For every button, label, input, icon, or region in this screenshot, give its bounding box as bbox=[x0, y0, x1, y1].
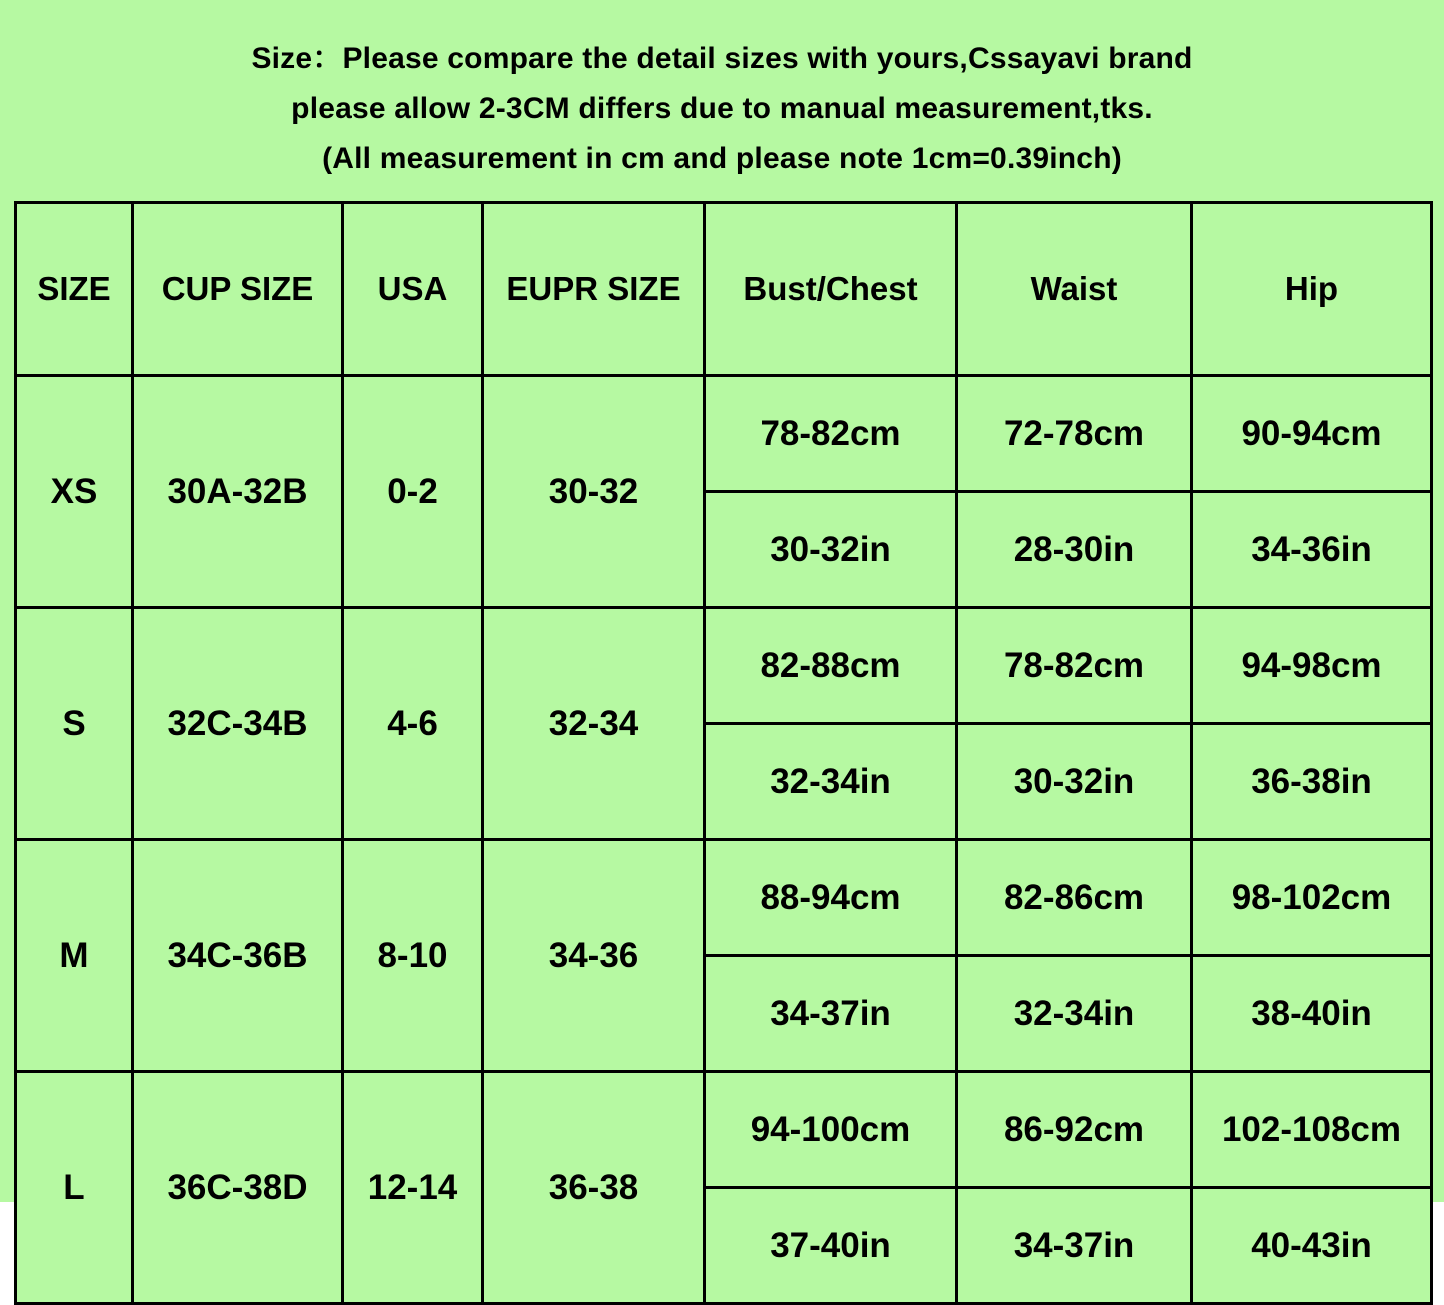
header-usa: USA bbox=[343, 203, 483, 376]
cell-cup-size: 30A-32B bbox=[133, 376, 343, 608]
cell-hip-cm: 94-98cm bbox=[1192, 608, 1432, 724]
cell-bust-in: 32-34in bbox=[705, 724, 957, 840]
table-row bbox=[16, 608, 1432, 724]
cell-eupr-size: 32-34 bbox=[483, 608, 705, 840]
cell-hip-in: 40-43in bbox=[1192, 1188, 1432, 1304]
cell-eupr-size: 34-36 bbox=[483, 840, 705, 1072]
cell-eupr-size: 36-38 bbox=[483, 1072, 705, 1304]
table-header-row bbox=[16, 203, 1432, 376]
notice-line-1: Size：Please compare the detail sizes with yours,Cssayavi brand bbox=[251, 42, 1193, 75]
cell-hip-in: 38-40in bbox=[1192, 956, 1432, 1072]
table-row bbox=[16, 1072, 1432, 1188]
cell-size: M bbox=[16, 840, 133, 1072]
notice-line-2: please allow 2-3CM differs due to manual measurement,tks. bbox=[291, 91, 1153, 125]
header-waist: Waist bbox=[957, 203, 1192, 376]
size-table bbox=[14, 201, 1433, 1305]
cell-bust-cm: 88-94cm bbox=[705, 840, 957, 956]
cell-usa: 0-2 bbox=[343, 376, 483, 608]
cell-size: XS bbox=[16, 376, 133, 608]
cell-bust-cm: 78-82cm bbox=[705, 376, 957, 492]
cell-size: S bbox=[16, 608, 133, 840]
cell-hip-in: 34-36in bbox=[1192, 492, 1432, 608]
cell-waist-cm: 82-86cm bbox=[957, 840, 1192, 956]
cell-usa: 12-14 bbox=[343, 1072, 483, 1304]
cell-eupr-size: 30-32 bbox=[483, 376, 705, 608]
cell-bust-in: 37-40in bbox=[705, 1188, 957, 1304]
cell-bust-cm: 82-88cm bbox=[705, 608, 957, 724]
cell-cup-size: 32C-34B bbox=[133, 608, 343, 840]
header-cup-size: CUP SIZE bbox=[133, 203, 343, 376]
cell-hip-cm: 98-102cm bbox=[1192, 840, 1432, 956]
cell-waist-in: 32-34in bbox=[957, 956, 1192, 1072]
header-hip: Hip bbox=[1192, 203, 1432, 376]
cell-bust-cm: 94-100cm bbox=[705, 1072, 957, 1188]
cell-hip-in: 36-38in bbox=[1192, 724, 1432, 840]
cell-waist-cm: 78-82cm bbox=[957, 608, 1192, 724]
cell-hip-cm: 102-108cm bbox=[1192, 1072, 1432, 1188]
cell-usa: 4-6 bbox=[343, 608, 483, 840]
cell-waist-cm: 86-92cm bbox=[957, 1072, 1192, 1188]
cell-hip-cm: 90-94cm bbox=[1192, 376, 1432, 492]
cell-waist-cm: 72-78cm bbox=[957, 376, 1192, 492]
cell-usa: 8-10 bbox=[343, 840, 483, 1072]
cell-cup-size: 34C-36B bbox=[133, 840, 343, 1072]
table-row bbox=[16, 840, 1432, 956]
table-row bbox=[16, 376, 1432, 492]
cell-size: L bbox=[16, 1072, 133, 1304]
cell-bust-in: 34-37in bbox=[705, 956, 957, 1072]
cell-waist-in: 34-37in bbox=[957, 1188, 1192, 1304]
cell-cup-size: 36C-38D bbox=[133, 1072, 343, 1304]
cell-waist-in: 28-30in bbox=[957, 492, 1192, 608]
cell-waist-in: 30-32in bbox=[957, 724, 1192, 840]
header-eupr-size: EUPR SIZE bbox=[483, 203, 705, 376]
cell-bust-in: 30-32in bbox=[705, 492, 957, 608]
notice-line-3: (All measurement in cm and please note 1cm=0.39inch) bbox=[322, 141, 1122, 175]
header-bust-chest: Bust/Chest bbox=[705, 203, 957, 376]
measurement-notice bbox=[0, 0, 1444, 201]
header-size: SIZE bbox=[16, 203, 133, 376]
